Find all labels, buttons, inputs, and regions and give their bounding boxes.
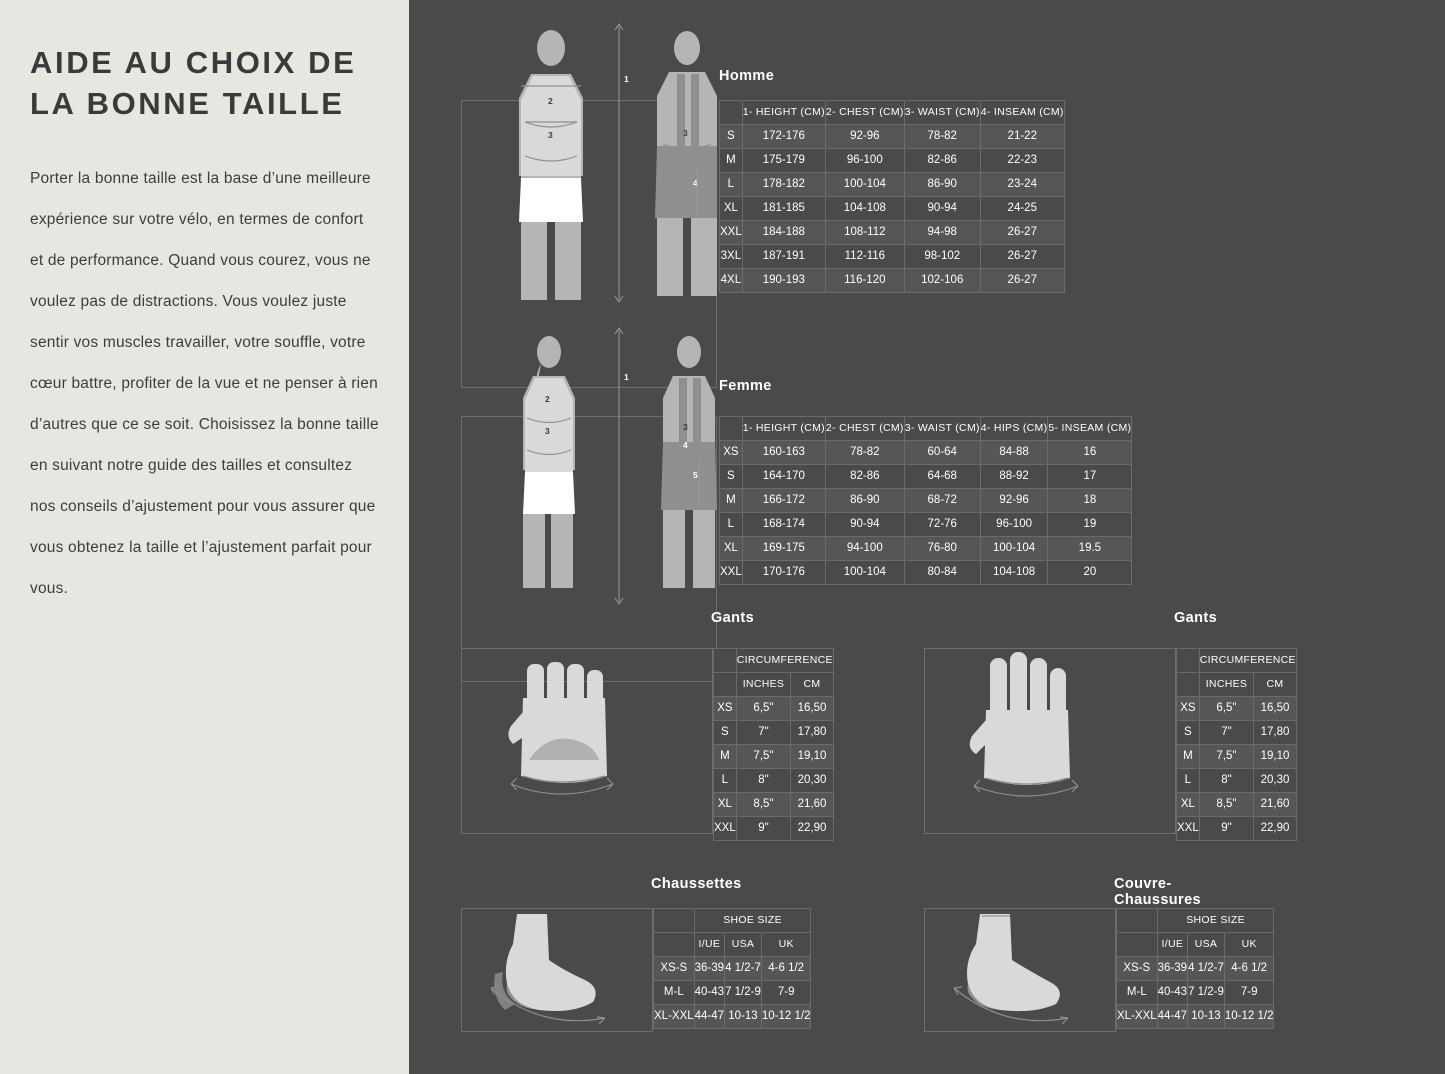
row-size-label: XL — [714, 793, 737, 817]
gloves-short-col-inches: INCHES — [736, 673, 790, 697]
overshoes-col-size — [1117, 933, 1158, 957]
table-cell: 20 — [1048, 561, 1132, 585]
svg-text:3: 3 — [545, 426, 550, 436]
table-cell: 19.5 — [1048, 537, 1132, 561]
table-row — [720, 125, 1065, 149]
women-col-size — [720, 417, 743, 441]
table-cell: 9" — [1199, 817, 1253, 841]
women-title: Femme — [719, 378, 772, 394]
table-cell: 36-39 — [694, 957, 724, 981]
row-size-label: 4XL — [720, 269, 743, 293]
table-cell: 187-191 — [742, 245, 825, 269]
overshoes-table-body — [1117, 957, 1274, 1029]
socks-table-body — [654, 957, 811, 1029]
table-cell: 108-112 — [825, 221, 904, 245]
table-cell: 84-88 — [980, 441, 1048, 465]
table-cell: 100-104 — [980, 537, 1048, 561]
long-glove-illustration — [924, 648, 1176, 834]
row-size-label: XXL — [720, 561, 743, 585]
row-size-label: XS — [714, 697, 737, 721]
socks-table — [653, 908, 811, 1029]
table-cell: 26-27 — [980, 269, 1064, 293]
charts-panel — [409, 0, 1445, 1074]
women-size-table — [719, 416, 1132, 585]
overshoe-illustration — [924, 908, 1116, 1032]
table-cell: 22-23 — [980, 149, 1064, 173]
men-col-height: 1- HEIGHT (CM) — [742, 101, 825, 125]
table-row — [654, 957, 811, 981]
gloves-long-title: Gants — [1174, 610, 1218, 626]
table-cell: 68-72 — [904, 489, 980, 513]
row-size-label: XL — [1177, 793, 1200, 817]
table-cell: 6,5" — [1199, 697, 1253, 721]
gloves-short-col-cm: CM — [791, 673, 834, 697]
table-cell: 102-106 — [904, 269, 980, 293]
row-size-label: L — [720, 173, 743, 197]
table-row — [1117, 981, 1274, 1005]
women-figure-illustration — [461, 320, 717, 690]
table-cell: 17,80 — [791, 721, 834, 745]
table-cell: 96-100 — [980, 513, 1048, 537]
row-size-label: XXL — [1177, 817, 1200, 841]
table-row — [1117, 1005, 1274, 1029]
table-row — [1117, 957, 1274, 981]
gloves-long-col-size — [1177, 673, 1200, 697]
gloves-long-header-row — [1177, 673, 1297, 697]
table-cell: 164-170 — [742, 465, 825, 489]
gloves-short-table — [713, 648, 834, 841]
table-cell: 23-24 — [980, 173, 1064, 197]
row-size-label: M-L — [654, 981, 695, 1005]
table-cell: 4-6 1/2 — [761, 957, 811, 981]
svg-text:5: 5 — [693, 470, 698, 480]
overshoes-col-uk: UK — [1224, 933, 1274, 957]
table-row — [714, 793, 834, 817]
gloves-long-col-inches: INCHES — [1199, 673, 1253, 697]
table-row — [714, 817, 834, 841]
table-cell: 100-104 — [825, 173, 904, 197]
men-table-body — [720, 125, 1065, 293]
table-cell: 6,5" — [736, 697, 790, 721]
table-cell: 104-108 — [980, 561, 1048, 585]
row-size-label: M-L — [1117, 981, 1158, 1005]
table-cell: 10-12 1/2 — [1224, 1005, 1274, 1029]
intro-text: Porter la bonne taille est la base d’une meilleure expérience sur votre vélo, en termes de confort et de performance. Quand vous courez, vous ne voulez pas de distractions. Vous voulez juste sentir vos muscles travailler, votre souffle, votre cœur battre, profiter de la vue et ne penser à rien d’autres que ce se soit. Choisissez la bonne taille en suivant notre guide des tailles et consultez nos conseils d’ajustement pour vous assurer que vous obtenez la taille et l’ajustement parfait pour vous. — [30, 170, 379, 597]
table-cell: 40-43 — [694, 981, 724, 1005]
svg-text:3: 3 — [683, 128, 688, 138]
men-col-inseam: 4- INSEAM (CM) — [980, 101, 1064, 125]
row-size-label: L — [714, 769, 737, 793]
socks-col-eu: I/UE — [694, 933, 724, 957]
table-row — [720, 561, 1132, 585]
table-cell: 8,5" — [1199, 793, 1253, 817]
table-row — [720, 173, 1065, 197]
table-cell: 4-6 1/2 — [1224, 957, 1274, 981]
table-cell: 104-108 — [825, 197, 904, 221]
table-cell: 16,50 — [791, 697, 834, 721]
overshoes-group-header: SHOE SIZE — [1157, 909, 1274, 933]
table-row — [1177, 769, 1297, 793]
table-cell: 86-90 — [904, 173, 980, 197]
table-cell: 21,60 — [1254, 793, 1297, 817]
socks-title: Chaussettes — [651, 876, 742, 892]
gloves-long-group-row — [1177, 649, 1297, 673]
page-title: AIDE AU CHOIX DE LA BONNE TAILLE — [30, 45, 357, 121]
women-table-body — [720, 441, 1132, 585]
table-cell: 175-179 — [742, 149, 825, 173]
row-size-label: XS-S — [1117, 957, 1158, 981]
table-cell: 78-82 — [825, 441, 904, 465]
gloves-short-title: Gants — [711, 610, 755, 626]
row-size-label: XXL — [720, 221, 743, 245]
table-cell: 7-9 — [1224, 981, 1274, 1005]
table-cell: 78-82 — [904, 125, 980, 149]
table-cell: 19 — [1048, 513, 1132, 537]
table-cell: 80-84 — [904, 561, 980, 585]
gloves-long-group-header: CIRCUMFERENCE — [1199, 649, 1296, 673]
socks-col-usa: USA — [725, 933, 762, 957]
table-cell: 7,5" — [736, 745, 790, 769]
row-size-label: XL — [720, 537, 743, 561]
overshoes-col-usa: USA — [1188, 933, 1225, 957]
socks-group-header: SHOE SIZE — [694, 909, 811, 933]
table-cell: 20,30 — [1254, 769, 1297, 793]
svg-text:2: 2 — [548, 96, 553, 106]
table-row — [720, 537, 1132, 561]
women-title-wrap — [719, 378, 772, 404]
gloves-short-header-row — [714, 673, 834, 697]
sock-illustration — [461, 908, 653, 1032]
svg-text:2: 2 — [545, 394, 550, 404]
svg-text:3: 3 — [683, 422, 688, 432]
socks-col-size — [654, 933, 695, 957]
table-row — [714, 745, 834, 769]
short-glove-illustration — [461, 648, 713, 834]
overshoes-corner — [1117, 909, 1158, 933]
table-row — [720, 513, 1132, 537]
table-cell: 88-92 — [980, 465, 1048, 489]
svg-text:3: 3 — [548, 130, 553, 140]
table-cell: 22,90 — [1254, 817, 1297, 841]
overshoes-title: Couvre-Chaussures — [1114, 876, 1202, 908]
table-cell: 17,80 — [1254, 721, 1297, 745]
table-cell: 44-47 — [694, 1005, 724, 1029]
row-size-label: XXL — [714, 817, 737, 841]
svg-text:1: 1 — [624, 372, 629, 382]
gloves-short-corner — [714, 649, 737, 673]
table-cell: 166-172 — [742, 489, 825, 513]
women-col-height: 1- HEIGHT (CM) — [742, 417, 825, 441]
table-cell: 76-80 — [904, 537, 980, 561]
svg-text:4: 4 — [693, 178, 698, 188]
table-cell: 98-102 — [904, 245, 980, 269]
table-cell: 168-174 — [742, 513, 825, 537]
table-cell: 8,5" — [736, 793, 790, 817]
row-size-label: M — [1177, 745, 1200, 769]
gloves-short-group-row — [714, 649, 834, 673]
table-cell: 40-43 — [1157, 981, 1187, 1005]
table-row — [720, 489, 1132, 513]
gloves-long-corner — [1177, 649, 1200, 673]
table-cell: 82-86 — [825, 465, 904, 489]
table-row — [714, 769, 834, 793]
table-cell: 17 — [1048, 465, 1132, 489]
table-cell: 8" — [1199, 769, 1253, 793]
gloves-short-group-header: CIRCUMFERENCE — [736, 649, 833, 673]
table-cell: 4 1/2-7 — [725, 957, 762, 981]
row-size-label: L — [720, 513, 743, 537]
table-cell: 7 1/2-9 — [1188, 981, 1225, 1005]
table-cell: 10-13 — [1188, 1005, 1225, 1029]
table-cell: 10-13 — [725, 1005, 762, 1029]
table-row — [714, 697, 834, 721]
table-row — [720, 221, 1065, 245]
table-cell: 170-176 — [742, 561, 825, 585]
table-cell: 16,50 — [1254, 697, 1297, 721]
table-cell: 7" — [736, 721, 790, 745]
table-cell: 172-176 — [742, 125, 825, 149]
table-row — [720, 269, 1065, 293]
row-size-label: S — [714, 721, 737, 745]
intro-panel — [0, 0, 409, 1074]
table-cell: 9" — [736, 817, 790, 841]
table-row — [714, 721, 834, 745]
socks-header-row — [654, 933, 811, 957]
table-row — [720, 197, 1065, 221]
table-cell: 26-27 — [980, 245, 1064, 269]
table-cell: 8" — [736, 769, 790, 793]
men-col-chest: 2- CHEST (CM) — [825, 101, 904, 125]
gloves-long-col-cm: CM — [1254, 673, 1297, 697]
table-cell: 21-22 — [980, 125, 1064, 149]
men-col-waist: 3- WAIST (CM) — [904, 101, 980, 125]
women-col-chest: 2- CHEST (CM) — [825, 417, 904, 441]
women-col-hips: 4- HIPS (CM) — [980, 417, 1048, 441]
table-cell: 160-163 — [742, 441, 825, 465]
row-size-label: S — [720, 125, 743, 149]
table-cell: 7-9 — [761, 981, 811, 1005]
men-size-table — [719, 100, 1065, 293]
women-col-waist: 3- WAIST (CM) — [904, 417, 980, 441]
row-size-label: S — [1177, 721, 1200, 745]
table-cell: 18 — [1048, 489, 1132, 513]
table-row — [1177, 697, 1297, 721]
table-cell: 4 1/2-7 — [1188, 957, 1225, 981]
row-size-label: XL-XXL — [654, 1005, 695, 1029]
row-size-label: 3XL — [720, 245, 743, 269]
table-cell: 16 — [1048, 441, 1132, 465]
table-cell: 21,60 — [791, 793, 834, 817]
table-cell: 169-175 — [742, 537, 825, 561]
overshoes-group-row — [1117, 909, 1274, 933]
row-size-label: XS-S — [654, 957, 695, 981]
table-cell: 22,90 — [791, 817, 834, 841]
women-table-header-row — [720, 417, 1132, 441]
table-cell: 184-188 — [742, 221, 825, 245]
table-cell: 94-98 — [904, 221, 980, 245]
table-row — [1177, 745, 1297, 769]
table-cell: 44-47 — [1157, 1005, 1187, 1029]
gloves-short-table-body — [714, 697, 834, 841]
table-cell: 24-25 — [980, 197, 1064, 221]
row-size-label: XS — [720, 441, 743, 465]
table-cell: 94-100 — [825, 537, 904, 561]
table-cell: 100-104 — [825, 561, 904, 585]
table-cell: 60-64 — [904, 441, 980, 465]
table-row — [654, 1005, 811, 1029]
socks-col-uk: UK — [761, 933, 811, 957]
table-cell: 7,5" — [1199, 745, 1253, 769]
table-row — [720, 441, 1132, 465]
men-col-size — [720, 101, 743, 125]
table-row — [1177, 793, 1297, 817]
men-title: Homme — [719, 68, 775, 84]
gloves-short-col-size — [714, 673, 737, 697]
table-cell: 92-96 — [980, 489, 1048, 513]
table-cell: 190-193 — [742, 269, 825, 293]
table-row — [720, 465, 1132, 489]
men-table-header-row — [720, 101, 1065, 125]
table-cell: 7" — [1199, 721, 1253, 745]
table-row — [654, 981, 811, 1005]
table-cell: 26-27 — [980, 221, 1064, 245]
table-cell: 116-120 — [825, 269, 904, 293]
overshoes-table — [1116, 908, 1274, 1029]
row-size-label: XL-XXL — [1117, 1005, 1158, 1029]
table-cell: 19,10 — [1254, 745, 1297, 769]
row-size-label: L — [1177, 769, 1200, 793]
table-cell: 82-86 — [904, 149, 980, 173]
table-cell: 90-94 — [904, 197, 980, 221]
table-row — [720, 245, 1065, 269]
table-cell: 181-185 — [742, 197, 825, 221]
gloves-long-table — [1176, 648, 1297, 841]
row-size-label: M — [714, 745, 737, 769]
row-size-label: XL — [720, 197, 743, 221]
table-cell: 96-100 — [825, 149, 904, 173]
socks-corner — [654, 909, 695, 933]
row-size-label: S — [720, 465, 743, 489]
table-cell: 36-39 — [1157, 957, 1187, 981]
gloves-long-table-body — [1177, 697, 1297, 841]
table-cell: 86-90 — [825, 489, 904, 513]
table-cell: 10-12 1/2 — [761, 1005, 811, 1029]
table-cell: 64-68 — [904, 465, 980, 489]
table-row — [1177, 817, 1297, 841]
table-row — [720, 149, 1065, 173]
row-size-label: M — [720, 489, 743, 513]
table-cell: 92-96 — [825, 125, 904, 149]
table-cell: 19,10 — [791, 745, 834, 769]
row-size-label: M — [720, 149, 743, 173]
svg-text:1: 1 — [624, 74, 629, 84]
overshoes-header-row — [1117, 933, 1274, 957]
table-cell: 90-94 — [825, 513, 904, 537]
women-col-inseam: 5- INSEAM (CM) — [1048, 417, 1132, 441]
row-size-label: XS — [1177, 697, 1200, 721]
overshoes-col-eu: I/UE — [1157, 933, 1187, 957]
svg-text:4: 4 — [683, 440, 688, 450]
table-row — [1177, 721, 1297, 745]
table-cell: 178-182 — [742, 173, 825, 197]
table-cell: 112-116 — [825, 245, 904, 269]
men-title-wrap — [719, 68, 774, 94]
table-cell: 72-76 — [904, 513, 980, 537]
table-cell: 7 1/2-9 — [725, 981, 762, 1005]
table-cell: 20,30 — [791, 769, 834, 793]
socks-group-row — [654, 909, 811, 933]
